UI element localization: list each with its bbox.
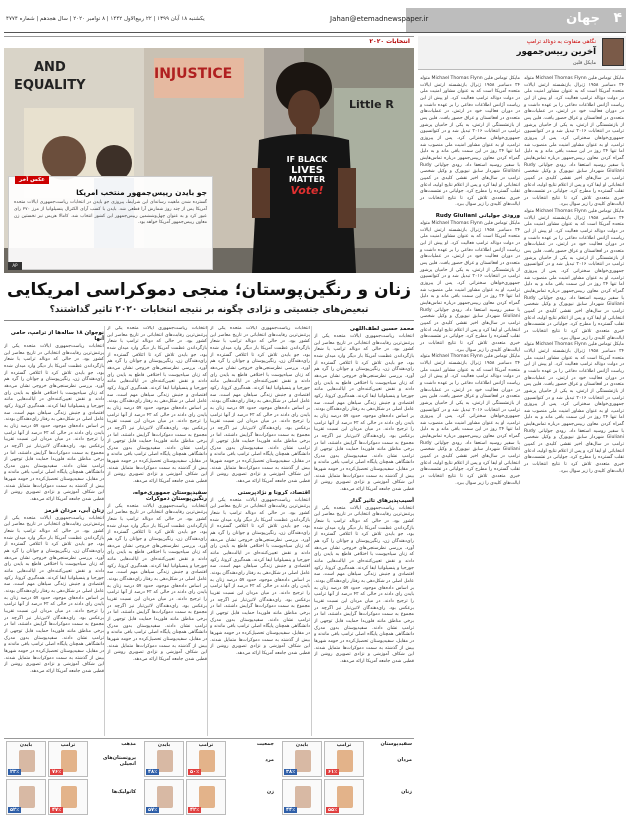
poll-cell-trump: ترامپ ۷۶٪ [48,741,88,777]
main-headline: زنان و رنگین‌پوستان؛ منجی دموکراسی امریکایی [6,280,412,300]
article-text: انتخابات ریاست‌جمهوری ایالات متحده یکی از پرتنش‌ترین رقابت‌های انتخاباتی در تاریخ معاصر این کشور بود. در حالی که دونالد ترامپ با شعار بازگرداندن عظمت آمریکا بار دیگر وارد میدان شده بود، جو بایدن تلاش کرد تا ائتلافی گسترده از رای‌دهندگان زن، رنگین‌پوستان و جوانان را گرد هم آورد. بررسی نظرسنجی‌های خروجی نشان می‌دهد که زنان سیاه‌پوست با اختلافی قاطع به بایدن رای دادند و نقش تعیین‌کننده‌ای در ایالت‌هایی مانند جورجیا و پنسیلوانیا ایفا کردند. همه‌گیری کرونا، رکود اقتصادی و جنبش زندگی سیاهان مهم است، سه عامل اصلی در شکل‌دهی به رفتار رای‌دهندگان بودند. بر اساس داده‌های موجود، حدود ۵۷ درصد زنان به بایدن رای دادند در حالی که ۴۲ درصد از آنها ترامپ را ترجیح دادند. در میان مردان این نسبت تقریبا برعکس بود. رای‌دهندگان لاتین‌تبار نیز اگرچه در مجموع به سمت دموکرات‌ها گرایش داشتند، اما در برخی مناطق مانند فلوریدا حمایت قابل توجهی از ترامپ نشان دادند. سفیدپوستان بدون مدرک دانشگاهی همچنان پایگاه اصلی ترامپ باقی ماندند و در مقابل، سفیدپوستان تحصیل‌کرده در حومه شهرها بیش از گذشته به سمت دموکرات‌ها متمایل شدند. این شکاف آموزشی و نژادی تصویری روشن از قطبی شدن جامعه آمریکا ارائه می‌دهد. [107,326,207,485]
column-rule [207,326,208,736]
poll-group [142,739,276,817]
shirt-slogan: IF BLACK LIVES MATTER Vote! [286,155,328,197]
sidebar-text: مایکل توماس فلین Michael Thomas Flynn متولد ۲۴ دسامبر ۱۹۵۸ ژنرال بازنشسته ارتش ایالات متحده آمریکا است که به عنوان مشاور امنیت ملی در دولت دونالد ترامپ فعالیت کرد. او پیش از این ریاست آژانس اطلاعات دفاعی را بر عهده داشت و در دوران فعالیت خود در ارتش، در عملیات‌های متعددی در افغانستان و عراق حضور یافت. فلین پس از بازنشستگی از ارتش، به یکی از حامیان پرشور ترامپ در انتخابات ۲۰۱۶ تبدیل شد و در کنوانسیون جمهوری‌خواهان سخنرانی کرد. پس از پیروزی ترامپ، او به عنوان مشاور امنیت ملی منصوب شد اما تنها ۲۴ روز در این سمت باقی ماند و به دلیل گمراه کردن معاون رییس‌جمهور درباره تماس‌هایش با سفیر روسیه استعفا داد. رودی جولیانی Rudy Giuliani شهردار سابق نیویورک و وکیل شخصی ترامپ در سال‌های اخیر نقشی کلیدی در کمپین انتخاباتی او ایفا کرد و پس از اعلام نتایج اولیه، ادعای تقلب گسترده را مطرح کرد. جولیانی در نشست‌های خبری متعددی تلاش کرد تا نتایج انتخابات در ایالت‌های کلیدی را زیر سوال ببرد. [420,76,520,208]
article-byline: محمد حسین لطف‌اللهی [349,326,414,332]
sidebar-text: مایکل توماس فلین Michael Thomas Flynn متولد ۲۴ دسامبر ۱۹۵۸ ژنرال بازنشسته ارتش ایالات متحده آمریکا است که به عنوان مشاور امنیت ملی در دولت دونالد ترامپ فعالیت کرد. او پیش از این ریاست آژانس اطلاعات دفاعی را بر عهده داشت و در دوران فعالیت خود در ارتش، در عملیات‌های متعددی در افغانستان و عراق حضور یافت. فلین پس از بازنشستگی از ارتش، به یکی از حامیان پرشور ترامپ در انتخابات ۲۰۱۶ تبدیل شد و در کنوانسیون جمهوری‌خواهان سخنرانی کرد. پس از پیروزی ترامپ، او به عنوان مشاور امنیت ملی منصوب شد اما تنها ۲۴ روز در این سمت باقی ماند و به دلیل گمراه کردن معاون رییس‌جمهور درباره تماس‌هایش با سفیر روسیه استعفا داد. رودی جولیانی Rudy Giuliani شهردار سابق نیویورک و وکیل شخصی ترامپ در سال‌های اخیر نقشی کلیدی در کمپین انتخاباتی او ایفا کرد و پس از اعلام نتایج اولیه، ادعای تقلب گسترده را مطرح کرد. جولیانی در نشست‌های خبری متعددی تلاش کرد تا نتایج انتخابات در ایالت‌های کلیدی را زیر سوال ببرد. [524,76,624,208]
main-subhead: تبعیض‌های جنسیتی و نژادی چگونه بر نتیجه انتخابات ۲۰۲۰ تاثیر گذاشتند؟ [49,305,369,315]
election-label-bar [4,36,414,46]
article-text: انتخابات ریاست‌جمهوری ایالات متحده یکی از پرتنش‌ترین رقابت‌های انتخاباتی در تاریخ معاصر این کشور بود. در حالی که دونالد ترامپ با شعار بازگرداندن عظمت آمریکا بار دیگر وارد میدان شده بود، جو بایدن تلاش کرد تا ائتلافی گسترده از رای‌دهندگان زن، رنگین‌پوستان و جوانان را گرد هم آورد. بررسی نظرسنجی‌های خروجی نشان می‌دهد که زنان سیاه‌پوست با اختلافی قاطع به بایدن رای دادند و نقش تعیین‌کننده‌ای در ایالت‌هایی مانند جورجیا و پنسیلوانیا ایفا کردند. همه‌گیری کرونا، رکود اقتصادی و جنبش زندگی سیاهان مهم است، سه عامل اصلی در شکل‌دهی به رفتار رای‌دهندگان بودند. بر اساس داده‌های موجود، حدود ۵۷ درصد زنان به بایدن رای دادند در حالی که ۴۲ درصد از آنها ترامپ را ترجیح دادند. در میان مردان این نسبت تقریبا برعکس بود. رای‌دهندگان لاتین‌تبار نیز اگرچه در مجموع به سمت دموکرات‌ها گرایش داشتند، اما در برخی مناطق مانند فلوریدا حمایت قابل توجهی از ترامپ نشان دادند. سفیدپوستان بدون مدرک دانشگاهی همچنان پایگاه اصلی ترامپ باقی ماندند و در مقابل، سفیدپوستان تحصیل‌کرده در حومه شهرها بیش از گذشته به سمت دموکرات‌ها متمایل شدند. این شکاف آموزشی و نژادی تصویری روشن از قطبی شدن جامعه آمریکا ارائه می‌دهد. [314,505,414,664]
poll-group-label: جمعیت [256,741,274,747]
poll-cell-trump: ترامپ ۶۱٪ [324,741,364,777]
poll-sub-label: زن [266,789,274,795]
poll-sub-label: مردان [397,757,412,763]
mural-text-little: Little R [349,98,394,111]
headline-rule [4,320,414,321]
poll-sub-label: زنان [401,789,412,795]
poll-cell-biden: بایدن ۴۸٪ [144,741,184,777]
mural-text-equality: EQUALITY [14,78,86,93]
mural-text-injustice: INJUSTICE [154,66,233,82]
photo-caption-box [8,176,213,270]
poll-sub-label: پروتستان‌های انجیلی [102,755,136,767]
article-text: انتخابات ریاست‌جمهوری ایالات متحده یکی از پرتنش‌ترین رقابت‌های انتخاباتی در تاریخ معاصر این کشور بود. در حالی که دونالد ترامپ با شعار بازگرداندن عظمت آمریکا بار دیگر وارد میدان شده بود، جو بایدن تلاش کرد تا ائتلافی گسترده از رای‌دهندگان زن، رنگین‌پوستان و جوانان را گرد هم آورد. بررسی نظرسنجی‌های خروجی نشان می‌دهد که زنان سیاه‌پوست با اختلافی قاطع به بایدن رای دادند و نقش تعیین‌کننده‌ای در ایالت‌هایی مانند جورجیا و پنسیلوانیا ایفا کردند. همه‌گیری کرونا، رکود اقتصادی و جنبش زندگی سیاهان مهم است، سه عامل اصلی در شکل‌دهی به رفتار رای‌دهندگان بودند. بر اساس داده‌های موجود، حدود ۵۷ درصد زنان به بایدن رای دادند در حالی که ۴۲ درصد از آنها ترامپ را ترجیح دادند. در میان مردان این نسبت تقریبا برعکس بود. رای‌دهندگان لاتین‌تبار نیز اگرچه در مجموع به سمت دموکرات‌ها گرایش داشتند، اما در برخی مناطق مانند فلوریدا حمایت قابل توجهی از ترامپ نشان دادند. سفیدپوستان بدون مدرک دانشگاهی همچنان پایگاه اصلی ترامپ باقی ماندند و در مقابل، سفیدپوستان تحصیل‌کرده در حومه شهرها بیش از گذشته به سمت دموکرات‌ها متمایل شدند. این شکاف آموزشی و نژادی تصویری روشن از قطبی شدن جامعه آمریکا ارائه می‌دهد. [210,497,310,656]
sidebar-header [418,36,626,70]
sidebar-text-col-1 [524,76,624,475]
sidebar-text: مایکل توماس فلین Michael Thomas Flynn متولد ۲۴ دسامبر ۱۹۵۸ ژنرال بازنشسته ارتش ایالات متحده آمریکا است که به عنوان مشاور امنیت ملی در دولت دونالد ترامپ فعالیت کرد. او پیش از این ریاست آژانس اطلاعات دفاعی را بر عهده داشت و در دوران فعالیت خود در ارتش، در عملیات‌های متعددی در افغانستان و عراق حضور یافت. فلین پس از بازنشستگی از ارتش، به یکی از حامیان پرشور ترامپ در انتخابات ۲۰۱۶ تبدیل شد و در کنوانسیون جمهوری‌خواهان سخنرانی کرد. پس از پیروزی ترامپ، او به عنوان مشاور امنیت ملی منصوب شد اما تنها ۲۴ روز در این سمت باقی ماند و به دلیل گمراه کردن معاون رییس‌جمهور درباره تماس‌هایش با سفیر روسیه استعفا داد. رودی جولیانی Rudy Giuliani شهردار سابق نیویورک و وکیل شخصی ترامپ در سال‌های اخیر نقشی کلیدی در کمپین انتخاباتی او ایفا کرد و پس از اعلام نتایج اولیه، ادعای تقلب گسترده را مطرح کرد. جولیانی در نشست‌های خبری متعددی تلاش کرد تا نتایج انتخابات در ایالت‌های کلیدی را زیر سوال ببرد. [524,342,624,474]
sidebar-text: مایکل توماس فلین Michael Thomas Flynn متولد ۲۴ دسامبر ۱۹۵۸ ژنرال بازنشسته ارتش ایالات متحده آمریکا است که به عنوان مشاور امنیت ملی در دولت دونالد ترامپ فعالیت کرد. او پیش از این ریاست آژانس اطلاعات دفاعی را بر عهده داشت و در دوران فعالیت خود در ارتش، در عملیات‌های متعددی در افغانستان و عراق حضور یافت. فلین پس از بازنشستگی از ارتش، به یکی از حامیان پرشور ترامپ در انتخابات ۲۰۱۶ تبدیل شد و در کنوانسیون جمهوری‌خواهان سخنرانی کرد. پس از پیروزی ترامپ، او به عنوان مشاور امنیت ملی منصوب شد اما تنها ۲۴ روز در این سمت باقی ماند و به دلیل گمراه کردن معاون رییس‌جمهور درباره تماس‌هایش با سفیر روسیه استعفا داد. رودی جولیانی Rudy Giuliani شهردار سابق نیویورک و وکیل شخصی ترامپ در سال‌های اخیر نقشی کلیدی در کمپین انتخاباتی او ایفا کرد و پس از اعلام نتایج اولیه، ادعای تقلب گسترده را مطرح کرد. جولیانی در نشست‌های خبری متعددی تلاش کرد تا نتایج انتخابات در ایالت‌های کلیدی را زیر سوال ببرد. [420,354,520,486]
page-number: ۴ [613,10,622,26]
sidebar-title: آخرین رییس‌جمهور [516,47,596,57]
dateline: یکشنبه ۱۸ آبان ۱۳۹۹ | ۲۲ ربیع‌الاول ۱۴۴۲ | ۸ نوامبر ۲۰۲۰ | سال هجدهم | شماره ۴۷۷۴ [6,16,205,22]
article-text: انتخابات ریاست‌جمهوری ایالات متحده یکی از پرتنش‌ترین رقابت‌های انتخاباتی در تاریخ معاصر این کشور بود. در حالی که دونالد ترامپ با شعار بازگرداندن عظمت آمریکا بار دیگر وارد میدان شده بود، جو بایدن تلاش کرد تا ائتلافی گسترده از رای‌دهندگان زن، رنگین‌پوستان و جوانان را گرد هم آورد. بررسی نظرسنجی‌های خروجی نشان می‌دهد که زنان سیاه‌پوست با اختلافی قاطع به بایدن رای دادند و نقش تعیین‌کننده‌ای در ایالت‌هایی مانند جورجیا و پنسیلوانیا ایفا کردند. همه‌گیری کرونا، رکود اقتصادی و جنبش زندگی سیاهان مهم است، سه عامل اصلی در شکل‌دهی به رفتار رای‌دهندگان بودند. بر اساس داده‌های موجود، حدود ۵۷ درصد زنان به بایدن رای دادند در حالی که ۴۲ درصد از آنها ترامپ را ترجیح دادند. در میان مردان این نسبت تقریبا برعکس بود. رای‌دهندگان لاتین‌تبار نیز اگرچه در مجموع به سمت دموکرات‌ها گرایش داشتند، اما در برخی مناطق مانند فلوریدا حمایت قابل توجهی از ترامپ نشان دادند. سفیدپوستان بدون مدرک دانشگاهی همچنان پایگاه اصلی ترامپ باقی ماندند و در مقابل، سفیدپوستان تحصیل‌کرده در حومه شهرها بیش از گذشته به سمت دموکرات‌ها متمایل شدند. این شکاف آموزشی و نژادی تصویری روشن از قطبی شدن جامعه آمریکا ارائه می‌دهد. [4,515,104,674]
poll-group [4,739,138,817]
poll-group-label: سفیدپوستان [380,741,412,747]
poll-cell-biden: ۵۷٪ [144,779,184,815]
sidebar-text-col-2 [420,76,520,487]
article-column-1 [314,326,414,736]
caption-kicker: عکس آخر [15,176,49,184]
sidebar-column [418,36,626,816]
poll-cell-trump: ۴۲٪ [186,779,226,815]
poll-cell-biden: بایدن ۲۳٪ [6,741,46,777]
poll-group-label: مذهب [121,741,136,747]
article-text: انتخابات ریاست‌جمهوری ایالات متحده یکی از پرتنش‌ترین رقابت‌های انتخاباتی در تاریخ معاصر این کشور بود. در حالی که دونالد ترامپ با شعار بازگرداندن عظمت آمریکا بار دیگر وارد میدان شده بود، جو بایدن تلاش کرد تا ائتلافی گسترده از رای‌دهندگان زن، رنگین‌پوستان و جوانان را گرد هم آورد. بررسی نظرسنجی‌های خروجی نشان می‌دهد که زنان سیاه‌پوست با اختلافی قاطع به بایدن رای دادند و نقش تعیین‌کننده‌ای در ایالت‌هایی مانند جورجیا و پنسیلوانیا ایفا کردند. همه‌گیری کرونا، رکود اقتصادی و جنبش زندگی سیاهان مهم است، سه عامل اصلی در شکل‌دهی به رفتار رای‌دهندگان بودند. بر اساس داده‌های موجود، حدود ۵۷ درصد زنان به بایدن رای دادند در حالی که ۴۲ درصد از آنها ترامپ را ترجیح دادند. در میان مردان این نسبت تقریبا برعکس بود. رای‌دهندگان لاتین‌تبار نیز اگرچه در مجموع به سمت دموکرات‌ها گرایش داشتند، اما در برخی مناطق مانند فلوریدا حمایت قابل توجهی از ترامپ نشان دادند. سفیدپوستان بدون مدرک دانشگاهی همچنان پایگاه اصلی ترامپ باقی ماندند و در مقابل، سفیدپوستان تحصیل‌کرده در حومه شهرها بیش از گذشته به سمت دموکرات‌ها متمایل شدند. این شکاف آموزشی و نژادی تصویری روشن از قطبی شدن جامعه آمریکا ارائه می‌دهد. [314,334,414,493]
sidebar-text: مایکل توماس فلین Michael Thomas Flynn متولد ۲۴ دسامبر ۱۹۵۸ ژنرال بازنشسته ارتش ایالات متحده آمریکا است که به عنوان مشاور امنیت ملی در دولت دونالد ترامپ فعالیت کرد. او پیش از این ریاست آژانس اطلاعات دفاعی را بر عهده داشت و در دوران فعالیت خود در ارتش، در عملیات‌های متعددی در افغانستان و عراق حضور یافت. فلین پس از بازنشستگی از ارتش، به یکی از حامیان پرشور ترامپ در انتخابات ۲۰۱۶ تبدیل شد و در کنوانسیون جمهوری‌خواهان سخنرانی کرد. پس از پیروزی ترامپ، او به عنوان مشاور امنیت ملی منصوب شد اما تنها ۲۴ روز در این سمت باقی ماند و به دلیل گمراه کردن معاون رییس‌جمهور درباره تماس‌هایش با سفیر روسیه استعفا داد. رودی جولیانی Rudy Giuliani شهردار سابق نیویورک و وکیل شخصی ترامپ در سال‌های اخیر نقشی کلیدی در کمپین انتخاباتی او ایفا کرد و پس از اعلام نتایج اولیه، ادعای تقلب گسترده را مطرح کرد. جولیانی در نشست‌های خبری متعددی تلاش کرد تا نتایج انتخابات در ایالت‌های کلیدی را زیر سوال ببرد. [524,209,624,341]
sidebar-kicker: نگاهی متفاوت به دونالد ترامپ [526,39,596,45]
article-column-4 [4,326,104,736]
caption-text: گسترده شدن ماهیت رسانه‌ای این شرایط، پیروزی جو بایدن در انتخابات ریاست‌جمهوری ایالات متحده آمریکا پس از چند روز شمارش آرا قطعی شد. بایدن با کسب آرای الکترال پنسیلوانیا از مرز ۲۷۰ رای عبور کرد و به عنوان چهل‌وششمین رییس‌جمهور این کشور انتخاب شد. کامالا هریس نیز نخستین زن معاون رییس‌جمهور آمریکا خواهد بود. [14,200,207,226]
lead-photo [4,48,414,273]
article-subhead: آسیب‌پذیرهای تاثیر گذار [349,497,414,504]
header-rule [4,32,626,33]
article-column-2 [210,326,310,736]
article-subhead: نوجوان ۱۸ ساله‌ها از ترامپ، حامی آنها [10,330,104,342]
author-avatar [602,38,624,66]
poll-cell-trump: ترامپ ۵۰٪ [186,741,226,777]
article-text: انتخابات ریاست‌جمهوری ایالات متحده یکی از پرتنش‌ترین رقابت‌های انتخاباتی در تاریخ معاصر این کشور بود. در حالی که دونالد ترامپ با شعار بازگرداندن عظمت آمریکا بار دیگر وارد میدان شده بود، جو بایدن تلاش کرد تا ائتلافی گسترده از رای‌دهندگان زن، رنگین‌پوستان و جوانان را گرد هم آورد. بررسی نظرسنجی‌های خروجی نشان می‌دهد که زنان سیاه‌پوست با اختلافی قاطع به بایدن رای دادند و نقش تعیین‌کننده‌ای در ایالت‌هایی مانند جورجیا و پنسیلوانیا ایفا کردند. همه‌گیری کرونا، رکود اقتصادی و جنبش زندگی سیاهان مهم است، سه عامل اصلی در شکل‌دهی به رفتار رای‌دهندگان بودند. بر اساس داده‌های موجود، حدود ۵۷ درصد زنان به بایدن رای دادند در حالی که ۴۲ درصد از آنها ترامپ را ترجیح دادند. در میان مردان این نسبت تقریبا برعکس بود. رای‌دهندگان لاتین‌تبار نیز اگرچه در مجموع به سمت دموکرات‌ها گرایش داشتند، اما در برخی مناطق مانند فلوریدا حمایت قابل توجهی از ترامپ نشان دادند. سفیدپوستان بدون مدرک دانشگاهی همچنان پایگاه اصلی ترامپ باقی ماندند و در مقابل، سفیدپوستان تحصیل‌کرده در حومه شهرها بیش از گذشته به سمت دموکرات‌ها متمایل شدند. این شکاف آموزشی و نژادی تصویری روشن از قطبی شدن جامعه آمریکا ارائه می‌دهد. [4,344,104,503]
election-label: انتخابات ۲۰۲۰ [369,38,410,45]
page-header [0,8,630,32]
article-subhead: اقتصاد، کرونا و نژادپرستی [237,489,310,496]
article-text: انتخابات ریاست‌جمهوری ایالات متحده یکی از پرتنش‌ترین رقابت‌های انتخاباتی در تاریخ معاصر این کشور بود. در حالی که دونالد ترامپ با شعار بازگرداندن عظمت آمریکا بار دیگر وارد میدان شده بود، جو بایدن تلاش کرد تا ائتلافی گسترده از رای‌دهندگان زن، رنگین‌پوستان و جوانان را گرد هم آورد. بررسی نظرسنجی‌های خروجی نشان می‌دهد که زنان سیاه‌پوست با اختلافی قاطع به بایدن رای دادند و نقش تعیین‌کننده‌ای در ایالت‌هایی مانند جورجیا و پنسیلوانیا ایفا کردند. همه‌گیری کرونا، رکود اقتصادی و جنبش زندگی سیاهان مهم است، سه عامل اصلی در شکل‌دهی به رفتار رای‌دهندگان بودند. بر اساس داده‌های موجود، حدود ۵۷ درصد زنان به بایدن رای دادند در حالی که ۴۲ درصد از آنها ترامپ را ترجیح دادند. در میان مردان این نسبت تقریبا برعکس بود. رای‌دهندگان لاتین‌تبار نیز اگرچه در مجموع به سمت دموکرات‌ها گرایش داشتند، اما در برخی مناطق مانند فلوریدا حمایت قابل توجهی از ترامپ نشان دادند. سفیدپوستان بدون مدرک دانشگاهی همچنان پایگاه اصلی ترامپ باقی ماندند و در مقابل، سفیدپوستان تحصیل‌کرده در حومه شهرها بیش از گذشته به سمت دموکرات‌ها متمایل شدند. این شکاف آموزشی و نژادی تصویری روشن از قطبی شدن جامعه آمریکا ارائه می‌دهد. [210,326,310,485]
article-column-3 [107,326,207,736]
poll-group [280,739,414,817]
poll-cell-biden: ۴۴٪ [282,779,322,815]
sidebar-byline: مایکل فلین [572,60,596,66]
poll-cell-trump: ۴۷٪ [48,779,88,815]
poll-sub-label: مرد [265,757,274,763]
sidebar-subhead: ورودی جولیانی Rudy Giuliani [435,213,520,220]
poll-cell-biden: بایدن ۳۸٪ [282,741,322,777]
section-title: جهان [566,11,600,26]
article-subhead: سفیدپوستان جمهوری‌خواه، رنگین‌پوستان دموکرات [132,489,207,502]
column-rule [311,326,312,736]
photo-credit: AP [8,262,22,270]
section-email[interactable]: Jahan@etemadnewspaper.ir [330,15,429,23]
article-text: انتخابات ریاست‌جمهوری ایالات متحده یکی از پرتنش‌ترین رقابت‌های انتخاباتی در تاریخ معاصر این کشور بود. در حالی که دونالد ترامپ با شعار بازگرداندن عظمت آمریکا بار دیگر وارد میدان شده بود، جو بایدن تلاش کرد تا ائتلافی گسترده از رای‌دهندگان زن، رنگین‌پوستان و جوانان را گرد هم آورد. بررسی نظرسنجی‌های خروجی نشان می‌دهد که زنان سیاه‌پوست با اختلافی قاطع به بایدن رای دادند و نقش تعیین‌کننده‌ای در ایالت‌هایی مانند جورجیا و پنسیلوانیا ایفا کردند. همه‌گیری کرونا، رکود اقتصادی و جنبش زندگی سیاهان مهم است، سه عامل اصلی در شکل‌دهی به رفتار رای‌دهندگان بودند. بر اساس داده‌های موجود، حدود ۵۷ درصد زنان به بایدن رای دادند در حالی که ۴۲ درصد از آنها ترامپ را ترجیح دادند. در میان مردان این نسبت تقریبا برعکس بود. رای‌دهندگان لاتین‌تبار نیز اگرچه در مجموع به سمت دموکرات‌ها گرایش داشتند، اما در برخی مناطق مانند فلوریدا حمایت قابل توجهی از ترامپ نشان دادند. سفیدپوستان بدون مدرک دانشگاهی همچنان پایگاه اصلی ترامپ باقی ماندند و در مقابل، سفیدپوستان تحصیل‌کرده در حومه شهرها بیش از گذشته به سمت دموکرات‌ها متمایل شدند. این شکاف آموزشی و نژادی تصویری روشن از قطبی شدن جامعه آمریکا ارائه می‌دهد. [107,503,207,662]
poll-cell-biden: ۵۲٪ [6,779,46,815]
column-rule [104,326,105,736]
poll-infographic [4,738,414,816]
caption-title: جو بایدن رییس‌جمهور منتخب امریکا [76,188,207,197]
mural-text-and: AND [34,60,66,75]
article-subhead: زنان آبی، مردان قرمز [44,507,104,514]
poll-sub-label: کاتولیک‌ها [111,789,136,795]
sidebar-text: مایکل توماس فلین Michael Thomas Flynn متولد ۲۴ دسامبر ۱۹۵۸ ژنرال بازنشسته ارتش ایالات متحده آمریکا است که به عنوان مشاور امنیت ملی در دولت دونالد ترامپ فعالیت کرد. او پیش از این ریاست آژانس اطلاعات دفاعی را بر عهده داشت و در دوران فعالیت خود در ارتش، در عملیات‌های متعددی در افغانستان و عراق حضور یافت. فلین پس از بازنشستگی از ارتش، به یکی از حامیان پرشور ترامپ در انتخابات ۲۰۱۶ تبدیل شد و در کنوانسیون جمهوری‌خواهان سخنرانی کرد. پس از پیروزی ترامپ، او به عنوان مشاور امنیت ملی منصوب شد اما تنها ۲۴ روز در این سمت باقی ماند و به دلیل گمراه کردن معاون رییس‌جمهور درباره تماس‌هایش با سفیر روسیه استعفا داد. رودی جولیانی Rudy Giuliani شهردار سابق نیویورک و وکیل شخصی ترامپ در سال‌های اخیر نقشی کلیدی در کمپین انتخاباتی او ایفا کرد و پس از اعلام نتایج اولیه، ادعای تقلب گسترده را مطرح کرد. جولیانی در نشست‌های خبری متعددی تلاش کرد تا نتایج انتخابات در ایالت‌های کلیدی را زیر سوال ببرد. [420,221,520,353]
poll-cell-trump: ۵۵٪ [324,779,364,815]
